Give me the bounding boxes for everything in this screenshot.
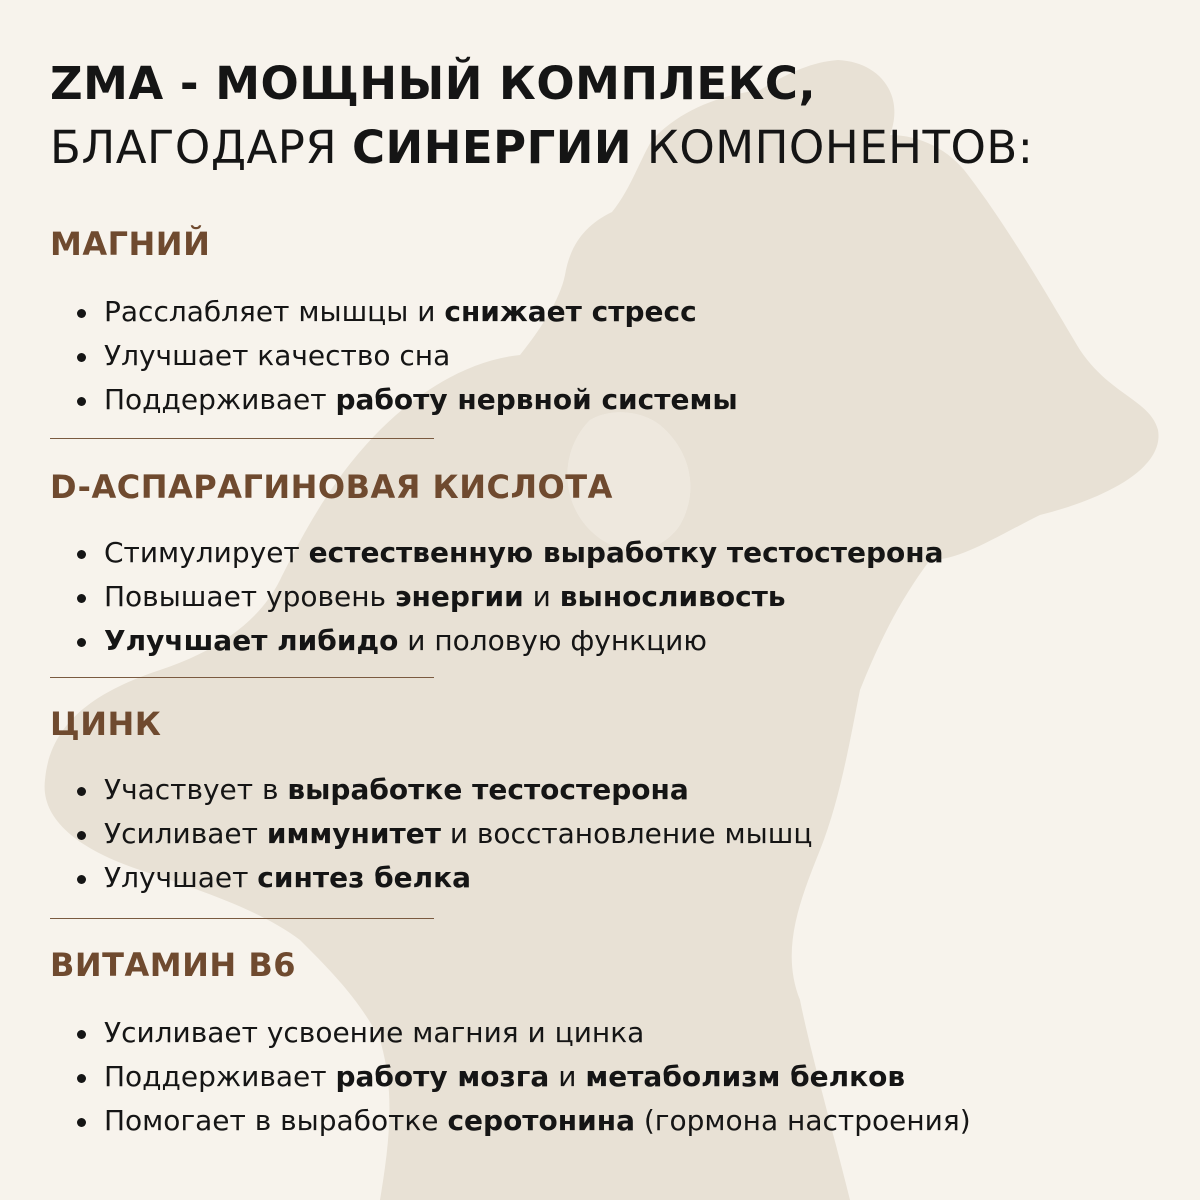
item-bold-text: серотонина: [447, 1104, 635, 1137]
item-text: Поддерживает: [104, 383, 336, 416]
benefit-list: [50, 768, 1170, 900]
section-divider: [50, 677, 434, 678]
item-bold-text: выносливость: [559, 580, 786, 613]
item-bold-text: снижает стресс: [444, 295, 697, 328]
item-text: и половую функцию: [398, 624, 707, 657]
list-item: [50, 768, 1170, 812]
item-text: Участвует в: [104, 773, 288, 806]
title-line-1: ZMA - МОЩНЫЙ КОМПЛЕКС,: [50, 57, 817, 110]
list-item: [50, 856, 1170, 900]
item-text: Улучшает: [104, 861, 258, 894]
content: [50, 52, 1170, 1143]
item-text: Усиливает усвоение магния и цинка: [104, 1016, 645, 1049]
page-title: [50, 52, 1170, 180]
item-text: Стимулирует: [104, 536, 309, 569]
item-text: Поддерживает: [104, 1060, 336, 1093]
list-item: [50, 290, 1170, 334]
title-line-2: [50, 116, 1170, 180]
section-heading: ЦИНК: [50, 705, 162, 743]
section-divider: [50, 918, 434, 919]
item-bold-text: работу мозга: [335, 1060, 550, 1093]
bullet-icon: [77, 309, 86, 318]
bullet-icon: [77, 594, 86, 603]
item-bold-text: энергии: [394, 580, 524, 613]
item-bold-text: Улучшает либидо: [104, 624, 399, 657]
list-item: [50, 1099, 1170, 1143]
item-text: и: [549, 1060, 586, 1093]
item-text: Усиливает: [104, 817, 267, 850]
list-item: [50, 575, 1170, 619]
benefit-list: [50, 1011, 1170, 1143]
bullet-icon: [77, 397, 86, 406]
title-line-2-bold: СИНЕРГИИ: [352, 121, 633, 174]
list-item: [50, 334, 1170, 378]
list-item: [50, 812, 1170, 856]
bullet-icon: [77, 550, 86, 559]
section-divider: [50, 438, 434, 439]
list-item: [50, 1011, 1170, 1055]
item-text: Расслабляет мышцы и: [104, 295, 445, 328]
title-line-2-prefix: БЛАГОДАРЯ: [50, 121, 353, 174]
benefit-list: [50, 290, 1170, 422]
section-vitamin-b6: [50, 945, 1170, 1143]
benefit-list: [50, 531, 1170, 663]
bullet-icon: [77, 1118, 86, 1127]
item-bold-text: синтез белка: [257, 861, 472, 894]
list-item: [50, 378, 1170, 422]
section-heading: D-АСПАРАГИНОВАЯ КИСЛОТА: [50, 468, 613, 506]
section-zinc: [50, 704, 1170, 900]
title-line-2-suffix: КОМПОНЕНТОВ:: [632, 121, 1034, 174]
item-bold-text: работу нервной системы: [335, 383, 738, 416]
bullet-icon: [77, 1074, 86, 1083]
list-item: [50, 531, 1170, 575]
item-text: и: [523, 580, 560, 613]
item-bold-text: иммунитет: [266, 817, 441, 850]
section-d-aspartic-acid: [50, 467, 1170, 663]
bullet-icon: [77, 1030, 86, 1039]
item-text: и восстановление мышц: [440, 817, 813, 850]
list-item: [50, 619, 1170, 663]
section-magnesium: [50, 224, 1170, 422]
item-bold-text: естественную выработку тестостерона: [308, 536, 944, 569]
bullet-icon: [77, 875, 86, 884]
item-text: Повышает уровень: [104, 580, 395, 613]
item-text: Улучшает качество сна: [104, 339, 451, 372]
item-text: Помогает в выработке: [104, 1104, 448, 1137]
section-heading: ВИТАМИН B6: [50, 946, 296, 984]
bullet-icon: [77, 787, 86, 796]
bullet-icon: [77, 831, 86, 840]
bullet-icon: [77, 353, 86, 362]
item-text: (гормона настроения): [634, 1104, 971, 1137]
list-item: [50, 1055, 1170, 1099]
item-bold-text: метаболизм белков: [585, 1060, 906, 1093]
bullet-icon: [77, 638, 86, 647]
item-bold-text: выработке тестостерона: [287, 773, 689, 806]
section-heading: МАГНИЙ: [50, 225, 211, 263]
